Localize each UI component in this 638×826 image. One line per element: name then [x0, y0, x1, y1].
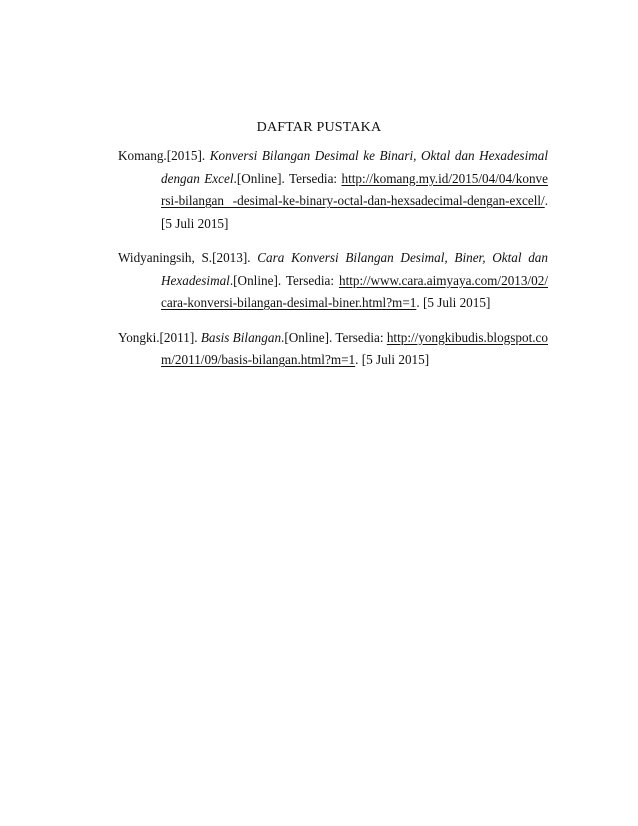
reference-entry	[118, 145, 548, 235]
reference-url-link[interactable]: http://komang.my.id/2015/04/04/konversi-bilangan -desimal-ke-binary-octal-dan-hexsadecimal-dengan-excell/	[161, 170, 548, 208]
reference-list	[118, 145, 548, 384]
reference-entry	[118, 327, 548, 372]
reference-url-link[interactable]: http://yongkibudis.blogspot.com/2011/09/basis-bilangan.html?m=1	[161, 329, 548, 367]
reference-author-year: Widyaningsih, S.[2013].	[118, 250, 251, 265]
reference-author-year: Komang.[2015].	[118, 148, 206, 163]
reference-access-date: . [5 Juli 2015]	[355, 352, 430, 367]
reference-title: Basis Bilangan	[200, 329, 282, 345]
page-title: DAFTAR PUSTAKA	[256, 120, 382, 135]
reference-access-date: . [5 Juli 2015]	[161, 193, 548, 231]
reference-title: Konversi Bilangan Desimal ke Binari, Oktal dan Hexadesimal dengan Excel	[161, 148, 549, 186]
reference-access-date: . [5 Juli 2015]	[416, 295, 491, 310]
reference-medium: .[Online]. Tersedia:	[281, 329, 387, 345]
reference-entry	[118, 247, 548, 315]
reference-medium: .[Online]. Tersedia:	[229, 272, 339, 288]
reference-title: Cara Konversi Bilangan Desimal, Biner, Oktal dan Hexadesimal	[161, 250, 548, 288]
reference-medium: .[Online]. Tersedia:	[233, 170, 342, 186]
reference-author-year: Yongki.[2011].	[118, 329, 198, 345]
reference-url-link[interactable]: http://www.cara.aimyaya.com/2013/02/cara-konversi-bilangan-desimal-biner.html?m=1	[161, 272, 548, 310]
